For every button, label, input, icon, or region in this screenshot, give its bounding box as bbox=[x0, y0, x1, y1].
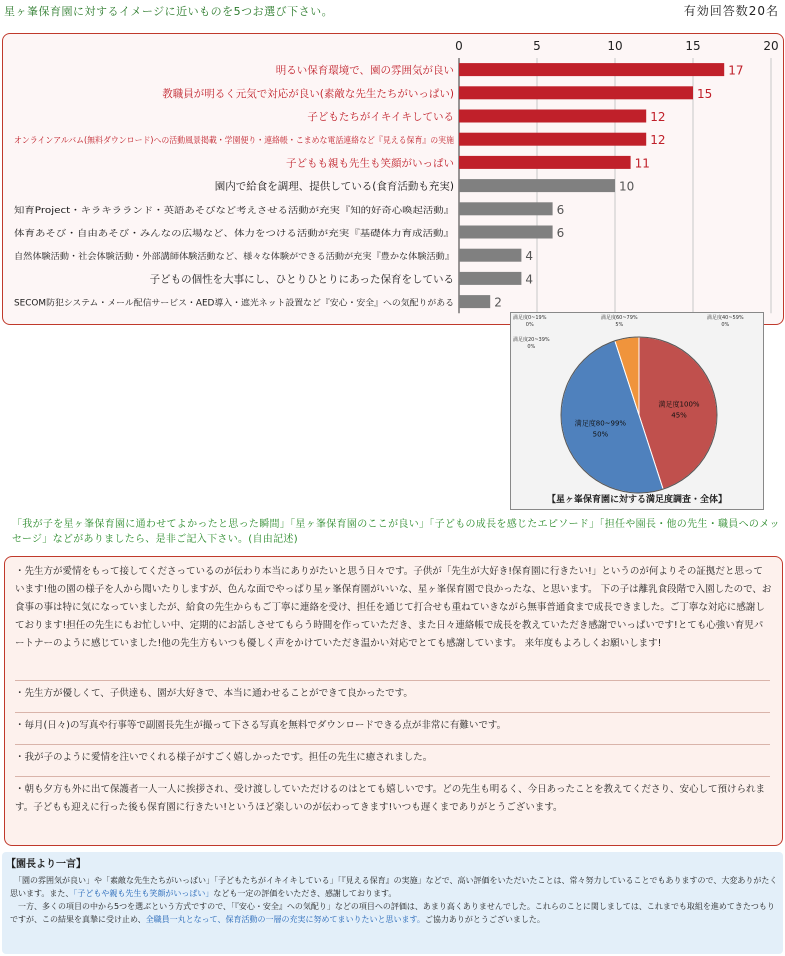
category-label: オンラインアルバム(無料ダウンロード)への活動風景掲載・学園便り・連絡帳・こまめな電話連絡など『見える保育』の実施 bbox=[14, 136, 493, 147]
bar bbox=[459, 110, 646, 123]
bar-value-label: 12 bbox=[650, 110, 666, 124]
bar bbox=[459, 156, 631, 169]
category-label: SECOM防犯システム・メール配信サービス・AED導入・遮光ネット設置など『安心・安全』への気配りがある bbox=[14, 298, 441, 309]
category-label: 明るい保育環境で、園の雰囲気が良い bbox=[275, 64, 454, 77]
bar bbox=[459, 272, 521, 285]
bar bbox=[459, 86, 693, 99]
bar-value-label: 2 bbox=[494, 295, 502, 310]
bar-value-label: 10 bbox=[619, 179, 635, 194]
divider bbox=[15, 680, 770, 681]
free-comment-question: 「我が子を星ヶ峯保育園に通わせてよかったと思った瞬間」「星ヶ峯保育園のここが良い」「子どもの成長を感じたエピソード」「担任や園長・他の先生・職員へのメッセージ」などがありましたら、是非ご記入下さい。(自由記述) bbox=[12, 519, 780, 545]
pie-chart-title: 【星ヶ峯保育園に対する満足度調査・全体】 bbox=[546, 495, 727, 505]
category-label: 知育Project・キラキラランド・英語あそびなど考えさせる活動が充実『知的好奇心喚起活動』 bbox=[14, 205, 379, 216]
comments-panel bbox=[4, 556, 783, 846]
director-title: 【園長より一言】 bbox=[6, 859, 86, 870]
category-label: 子どもも親も先生も笑顔がいっぱい bbox=[286, 157, 454, 170]
category-label: 体育あそび・自由あそび・みんなの広場など、体力をつける活動が充実『基礎体力育成活動』 bbox=[14, 229, 375, 239]
bar-value-label: 4 bbox=[525, 249, 534, 264]
category-label: 子どもたちがイキイキしている bbox=[307, 111, 454, 123]
x-tick-label: 15 bbox=[685, 39, 701, 53]
pie-slice-value: 50% bbox=[592, 430, 609, 439]
director-message-panel bbox=[2, 852, 783, 954]
pie-note-60-79: 満足度60~79% 5% bbox=[601, 315, 638, 328]
bar-value-label: 11 bbox=[634, 156, 650, 171]
x-tick-label: 10 bbox=[607, 39, 623, 53]
divider bbox=[15, 744, 770, 745]
comment-item: ・先生方が愛情をもって接してくださっているのが伝わり本当にありがたいと思う日々です。子供が「先生が大好き!保育園に行きたい!」というのが何よりその証拠だと思っています!他の園の様子を人から聞いたりしますが、色んな面でやっぱり星ヶ峯保育園がいいな、星ヶ峯保育園で良かったな、と思います。 下の子は離乳食段階で入園したので、お食事の事は特に気になっていましたが、給食の先生からもご丁寧に連絡を受け、担任を通じて打合せも重ねていきながら無事普通食まで成長できました。ご丁寧な対応に感謝しております!担任の先生にもお忙しい中、定期的にお話しさせてもらう時間を作っていただき、また日々連絡帳で成長を教えていただき感謝でいっぱいです!とても心強い育児パートナーのように感じていました!他の先生方もいつも優しく声をかけていただき温かい対応でとても感謝しています。 来年度もよろしくお願いします! bbox=[15, 566, 772, 649]
director-paragraph-2: 一方、多くの項目の中から5つを選ぶという方式ですので、「『安心・安全』への気配り」などの項目への評価は、あまり高くありませんでした。これらのことに関しましては、これまでも取組を進めてきたつもりですが、この結果を真摯に受け止め、全職員一丸となって、保育活動の一層の充実に努めてまいりたいと思います。ご協力ありがとうございました。 bbox=[10, 902, 775, 924]
bar bbox=[459, 226, 553, 239]
page-title: 星ヶ峯保育園に対するイメージに近いものを5つお選び下さい。 bbox=[4, 5, 334, 18]
divider bbox=[15, 712, 770, 713]
bar bbox=[459, 63, 724, 76]
bar-chart bbox=[3, 34, 783, 324]
x-tick-label: 20 bbox=[763, 39, 779, 53]
x-tick-label: 5 bbox=[533, 39, 541, 53]
x-tick-label: 0 bbox=[455, 39, 463, 53]
bar bbox=[459, 295, 490, 308]
category-label: 園内で給食を調理、提供している(食育活動も充実) bbox=[214, 180, 454, 193]
comment-item: ・先生方が優しくて、子供達も、園が大好きで、本当に通わせることができて良かったです。 bbox=[15, 688, 413, 699]
pie-slice-label: 満足度100% bbox=[658, 400, 700, 409]
bar-value-label: 15 bbox=[697, 86, 713, 101]
category-label: 子どもの個性を大事にし、ひとりひとりにあった保育をしている bbox=[149, 273, 454, 286]
divider bbox=[15, 776, 770, 777]
bar-value-label: 4 bbox=[525, 272, 534, 287]
pie-slice-label: 満足度80~99% bbox=[574, 419, 627, 428]
bar-value-label: 6 bbox=[556, 226, 565, 240]
category-label: 教職員が明るく元気で対応が良い(素敵な先生たちがいっぱい) bbox=[162, 87, 454, 100]
pie-note-0-19: 満足度0~19% 0% bbox=[513, 315, 547, 328]
response-count: 有効回答数20名 bbox=[683, 4, 779, 18]
category-label: 自然体験活動・社会体験活動・外部講師体験活動など、様々な体験ができる活動が充実『豊かな体験活動』 bbox=[14, 252, 427, 263]
bar bbox=[459, 133, 646, 146]
bar-value-label: 17 bbox=[728, 63, 744, 78]
bar bbox=[459, 202, 553, 215]
director-message bbox=[10, 874, 778, 926]
bar bbox=[459, 179, 615, 192]
comment-item: ・我が子のように愛情を注いでくれる様子がすごく嬉しかったです。担任の先生に癒されました。 bbox=[15, 752, 433, 763]
comment-item: ・毎月(日々)の写真や行事等で副園長先生が撮って下さる写真を無料でダウンロードできる点が非常に有難いです。 bbox=[15, 720, 507, 731]
pie-note-40-59: 満足度40~59% 0% bbox=[707, 315, 744, 328]
bar bbox=[459, 249, 521, 262]
comment-item: ・朝も夕方も外に出て保護者一人一人に挨拶され、受け渡ししていただけるのはとても嬉しいです。どの先生も明るく、今日あったことを教えてくださり、安心して預けられます。子どもも迎えに行った後も保育園に行きたい!というほど楽しいのが伝わってきます!いつも遅くまでありがとうございます。 bbox=[15, 784, 766, 813]
bar-value-label: 6 bbox=[556, 202, 565, 217]
bar-value-label: 12 bbox=[650, 133, 666, 148]
bar-chart-panel bbox=[2, 33, 784, 325]
pie-chart-panel bbox=[510, 312, 764, 510]
director-paragraph-1: 「園の雰囲気が良い」や「素敵な先生たちがいっぱい」「子どもたちがイキイキしている」「『見える保育』の実施」などで、高い評価をいただいたことは、常々努力していることでもありますので、大変ありがたく思います。また、「子どもや親も先生も笑顔がいっぱい」なども一定の評価をいただき、感謝しております。 bbox=[10, 876, 778, 898]
pie-slice-value: 45% bbox=[671, 411, 687, 420]
pie-note-20-39: 満足度20~39% 0% bbox=[513, 337, 550, 350]
